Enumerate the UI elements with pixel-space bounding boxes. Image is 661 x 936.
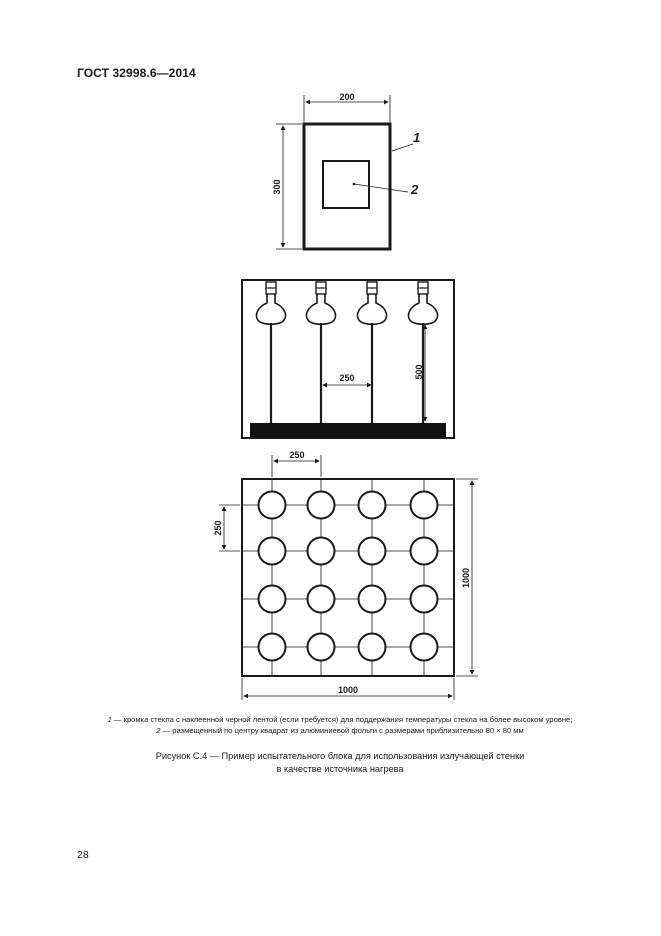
callout-1: 1 (413, 130, 421, 145)
specimen-circle (411, 586, 438, 613)
clamp-holder (306, 294, 335, 324)
plan-spacing-y-label: 250 (213, 520, 223, 536)
base-plate (250, 423, 446, 437)
clamp-assembly (256, 282, 437, 423)
note-1-text: — кромка стекла с наклеенной черной лентой (если требуется) для поддержания температуры стекла на более высоком уровне; (111, 715, 573, 724)
note-2-text: — размещенный по центру квадрат из алюминиевой фольги с размерами приблизительно 80 × 80 мм (160, 726, 524, 735)
plan-spacing-x-label: 250 (289, 450, 305, 460)
callout-2: 2 (411, 182, 419, 197)
specimen-circle (259, 586, 286, 613)
specimen-circle (411, 492, 438, 519)
note-1-number: 1 (107, 715, 112, 724)
plan-view (213, 450, 478, 700)
width-dimension-label: 200 (339, 92, 355, 102)
figure-caption (60, 750, 620, 775)
clamp-holder (408, 294, 437, 324)
caption-line-2: в качестве источника нагрева (276, 763, 404, 774)
clamp-holder (256, 294, 285, 324)
specimen-circle (259, 634, 286, 661)
clamp-4 (408, 282, 437, 423)
specimen-circle (359, 492, 386, 519)
note-1 (60, 714, 620, 725)
callout-2-leader (354, 184, 408, 192)
figure-notes (60, 714, 620, 736)
top-view (272, 92, 420, 249)
caption-line-1: Рисунок С.4 — Пример испытательного блока для использования излучающей стенки (155, 751, 525, 761)
specimen-circle (308, 634, 335, 661)
specimen-circle (359, 538, 386, 565)
clamp-holder (357, 294, 386, 324)
specimen-circle (259, 538, 286, 565)
plan-total-height-label: 1000 (461, 567, 471, 589)
specimen-circle (359, 634, 386, 661)
plan-total-width-label: 1000 (337, 685, 359, 695)
specimen-circles (259, 492, 438, 661)
specimen-circle (359, 586, 386, 613)
note-2-number: 2 (156, 726, 161, 735)
note-2 (60, 725, 620, 736)
clamp-2 (306, 282, 335, 423)
clamp-3 (357, 282, 386, 423)
spacing-dimension-label: 250 (339, 373, 355, 383)
specimen-circle (411, 538, 438, 565)
foil-square (323, 161, 369, 208)
clamp-1 (256, 282, 285, 423)
page-number: 28 (77, 849, 89, 861)
height-dimension-label: 300 (272, 179, 282, 195)
side-height-dimension-label: 500 (414, 364, 424, 380)
specimen-circle (259, 492, 286, 519)
specimen-circle (411, 634, 438, 661)
callout-1-leader (392, 144, 413, 151)
glass-panel (304, 124, 390, 249)
side-view (242, 280, 454, 438)
document-header: ГОСТ 32998.6—2014 (77, 66, 196, 80)
specimen-circle (308, 492, 335, 519)
specimen-circle (308, 538, 335, 565)
specimen-circle (308, 586, 335, 613)
